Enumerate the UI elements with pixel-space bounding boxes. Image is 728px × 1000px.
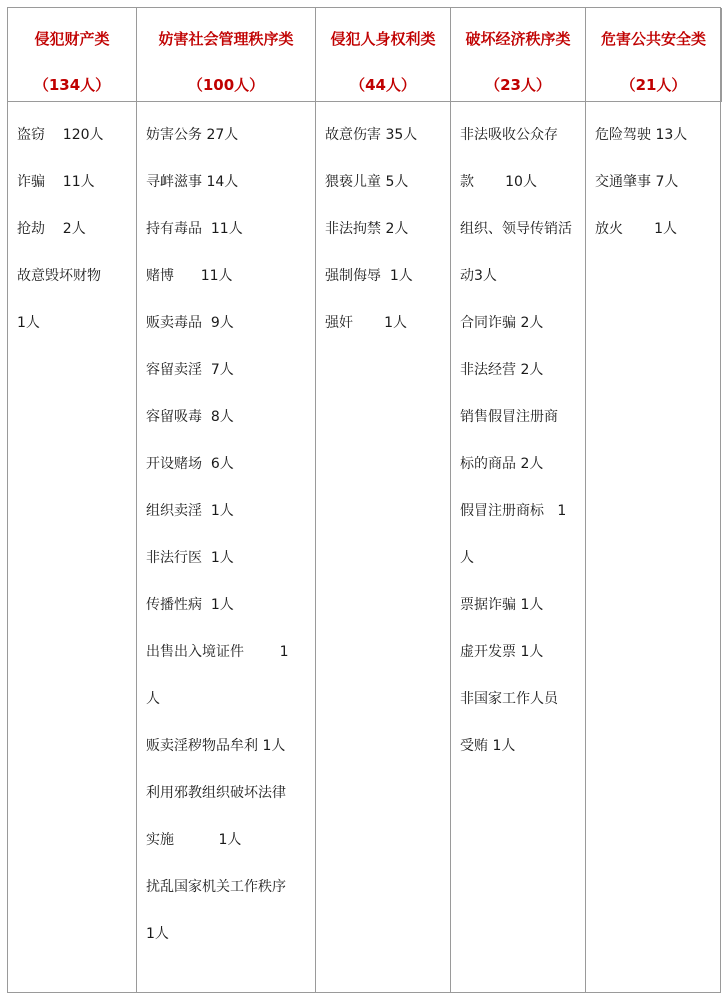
list-item: 票据诈骗 1人 xyxy=(460,597,544,613)
list-item: 出售出入境证件 1 xyxy=(146,644,289,660)
column-header-personal-rights xyxy=(316,8,451,102)
list-item: 销售假冒注册商 xyxy=(460,409,558,425)
list-item: 妨害公务 27人 xyxy=(146,127,239,143)
list-item: 利用邪教组织破坏法律 xyxy=(146,785,286,801)
list-item: 人 xyxy=(460,550,474,566)
column-title: 侵犯人身权利类 xyxy=(330,30,436,48)
list-item: 交通肇事 7人 xyxy=(595,174,679,190)
list-item: 虚开发票 1人 xyxy=(460,644,544,660)
column-count: （100人） xyxy=(187,76,265,94)
list-item: 容留卖淫 7人 xyxy=(146,362,234,378)
list-item: 传播性病 1人 xyxy=(146,597,234,613)
list-item: 贩卖毒品 9人 xyxy=(146,315,234,331)
list-item: 1人 xyxy=(17,315,40,331)
column-count: （21人） xyxy=(620,76,687,94)
list-item: 故意毁坏财物 xyxy=(17,268,101,284)
column-header-economic-order xyxy=(451,8,586,102)
list-item: 实施 1人 xyxy=(146,832,242,848)
list-item: 强制侮辱 1人 xyxy=(325,268,413,284)
column-title: 侵犯财产类 xyxy=(34,30,110,48)
crime-statistics-table xyxy=(7,7,721,993)
list-item: 扰乱国家机关工作秩序 xyxy=(146,879,286,895)
list-item: 款 10人 xyxy=(460,174,537,190)
list-item: 1人 xyxy=(146,926,169,942)
list-item: 猥亵儿童 5人 xyxy=(325,174,409,190)
list-item: 动3人 xyxy=(460,268,497,284)
list-item: 组织、领导传销活 xyxy=(460,221,572,237)
list-item: 寻衅滋事 14人 xyxy=(146,174,239,190)
column-body-property xyxy=(8,102,137,992)
column-count: （134人） xyxy=(33,76,111,94)
list-item: 赌博 11人 xyxy=(146,268,233,284)
list-item: 受贿 1人 xyxy=(460,738,516,754)
column-title: 危害公共安全类 xyxy=(600,30,706,48)
column-body-social-order xyxy=(137,102,316,992)
column-title: 妨害社会管理秩序类 xyxy=(158,30,294,48)
list-item: 贩卖淫秽物品牟利 1人 xyxy=(146,738,286,754)
list-item: 盗窃 120人 xyxy=(17,127,104,143)
list-item: 非法拘禁 2人 xyxy=(325,221,409,237)
list-item: 非法吸收公众存 xyxy=(460,127,558,143)
list-item: 合同诈骗 2人 xyxy=(460,315,544,331)
column-header-social-order xyxy=(137,8,316,102)
list-item: 故意伤害 35人 xyxy=(325,127,418,143)
list-item: 假冒注册商标 1 xyxy=(460,503,567,519)
list-item: 持有毒品 11人 xyxy=(146,221,243,237)
column-count: （23人） xyxy=(485,76,551,94)
column-body-economic-order xyxy=(451,102,586,992)
list-item: 非法行医 1人 xyxy=(146,550,234,566)
list-item: 组织卖淫 1人 xyxy=(146,503,234,519)
column-title: 破坏经济秩序类 xyxy=(465,30,571,48)
list-item: 强奸 1人 xyxy=(325,315,408,331)
column-count: （44人） xyxy=(350,76,416,94)
list-item: 标的商品 2人 xyxy=(460,456,544,472)
list-item: 开设赌场 6人 xyxy=(146,456,234,472)
list-item: 非法经营 2人 xyxy=(460,362,544,378)
column-header-property xyxy=(8,8,137,102)
list-item: 容留吸毒 8人 xyxy=(146,409,234,425)
list-item: 抢劫 2人 xyxy=(17,221,86,237)
list-item: 非国家工作人员 xyxy=(460,691,558,707)
list-item: 诈骗 11人 xyxy=(17,174,95,190)
list-item: 危险驾驶 13人 xyxy=(595,127,688,143)
column-body-personal-rights xyxy=(316,102,451,992)
column-header-public-safety xyxy=(586,8,722,102)
column-body-public-safety xyxy=(586,102,722,992)
list-item: 放火 1人 xyxy=(595,221,678,237)
list-item: 人 xyxy=(146,691,160,707)
